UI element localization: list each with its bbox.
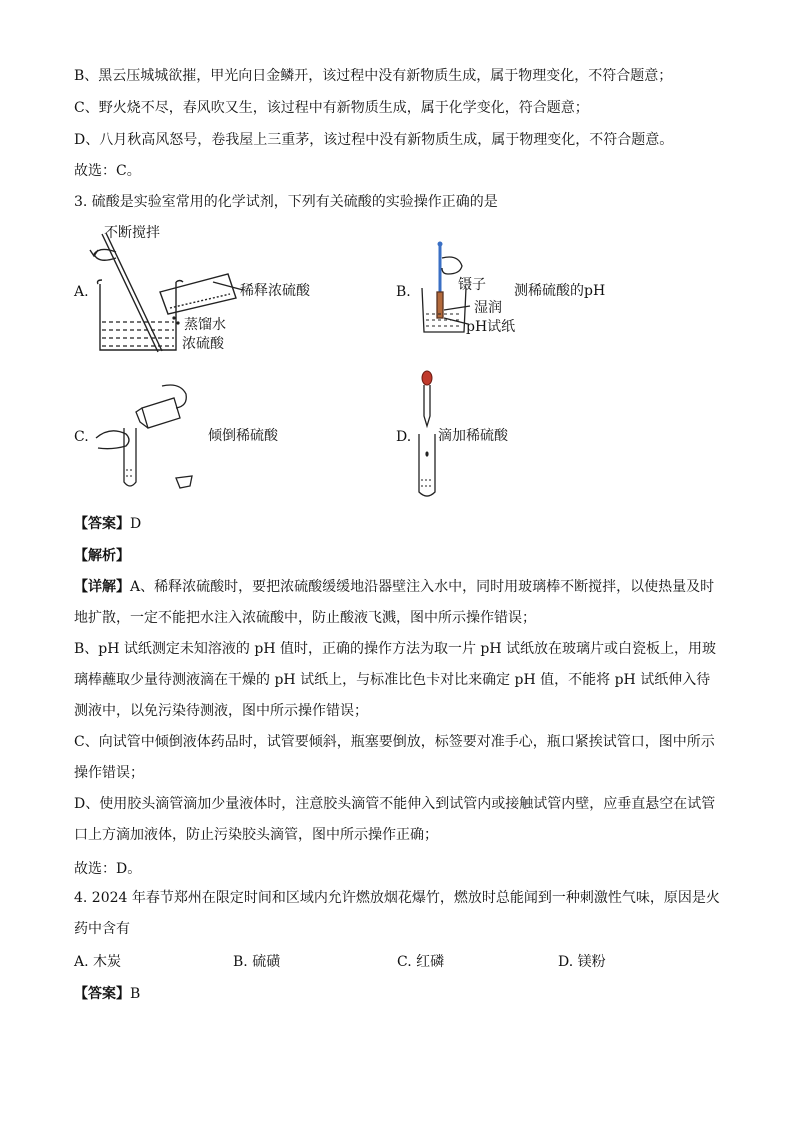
question-4: 4. 2024 年春节郑州在限定时间和区域内允许燃放烟花爆竹，燃放时总能闻到一种刺激性气味，原因是火药中含有 <box>74 890 720 937</box>
detail-a <box>74 572 722 634</box>
option-a-letter: A. <box>74 284 89 300</box>
q4-option-a: A. 木炭 <box>74 954 122 970</box>
acid-label: 浓硫酸 <box>182 336 224 352</box>
ph-paper-label: pH试纸 <box>466 319 516 335</box>
detail-d: D、使用胶头滴管滴加少量液体时，注意胶头滴管不能伸入到试管内或接触试管内壁，应垂直悬空在试管口上方滴加液体，防止污染胶头滴管，图中所示操作正确； <box>74 796 716 843</box>
detail-tag: 【详解】 <box>74 579 130 595</box>
explanation-b: B、黑云压城城欲摧，甲光向日金鳞开，该过程中没有新物质生成，属于物理变化，不符合题意； <box>74 68 673 84</box>
answer-3-value: D <box>130 516 142 532</box>
option-d-letter: D. <box>396 429 412 445</box>
ph-test-illustration <box>418 240 478 338</box>
q4-option-c: C. 红磷 <box>397 954 445 970</box>
dropper-illustration <box>412 368 442 500</box>
water-label: 蒸馏水 <box>184 317 226 333</box>
answer-3-tag: 【答案】 <box>74 516 130 532</box>
wet-label: 湿润 <box>474 300 502 316</box>
detail-a-text: A、稀释浓硫酸时，要把浓硫酸缓缓地沿器壁注入水中，同时用玻璃棒不断搅拌，以使热量及时地扩散，一定不能把水注入浓硫酸中，防止酸液飞溅，图中所示操作错误； <box>74 579 715 626</box>
option-b-letter: B. <box>396 284 411 300</box>
question-3: 3. 硫酸是实验室常用的化学试剂，下列有关硫酸的实验操作正确的是 <box>74 194 498 210</box>
q4-option-b: B. 硫磺 <box>233 954 281 970</box>
answer-4 <box>74 984 140 1004</box>
answer-3 <box>74 514 141 534</box>
pouring-illustration <box>92 378 202 494</box>
figure-b-caption: 测稀硫酸的pH <box>514 283 606 299</box>
select-line-1: 故选：C。 <box>74 163 141 179</box>
figure-c-caption: 倾倒稀硫酸 <box>208 428 278 444</box>
detail-c: C、向试管中倾倒液体药品时，试管要倾斜，瓶塞要倒放，标签要对准手心，瓶口紧挨试管口，图中所示操作错误； <box>74 734 715 781</box>
answer-4-tag: 【答案】 <box>74 986 130 1002</box>
detail-b: B、pH 试纸测定未知溶液的 pH 值时，正确的操作方法为取一片 pH 试纸放在玻璃片或白瓷板上，用玻璃棒蘸取少量待测液滴在干燥的 pH 试纸上，与标准比色卡对比来确定 pH 值，不能将 pH 试纸伸入待测液中，以免污染待测液，图中所示操作错误； <box>74 641 717 719</box>
explanation-c: C、野火烧不尽，春风吹又生，该过程中有新物质生成，属于化学变化，符合题意； <box>74 100 589 116</box>
q4-option-d: D. 镁粉 <box>558 954 606 970</box>
select-line-2: 故选：D。 <box>74 861 142 877</box>
figure-a-caption: 稀释浓硫酸 <box>240 283 310 299</box>
option-c-letter: C. <box>74 429 89 445</box>
tweezers-label: 镊子 <box>458 277 486 293</box>
dilution-illustration <box>88 224 248 358</box>
analysis-tag: 【解析】 <box>74 548 130 564</box>
figure-d-caption: 滴加稀硫酸 <box>438 428 508 444</box>
explanation-d: D、八月秋高风怒号，卷我屋上三重茅，该过程中没有新物质生成，属于物理变化，不符合题意。 <box>74 132 674 148</box>
answer-4-value: B <box>130 986 141 1002</box>
stir-label: 不断搅拌 <box>104 225 160 241</box>
